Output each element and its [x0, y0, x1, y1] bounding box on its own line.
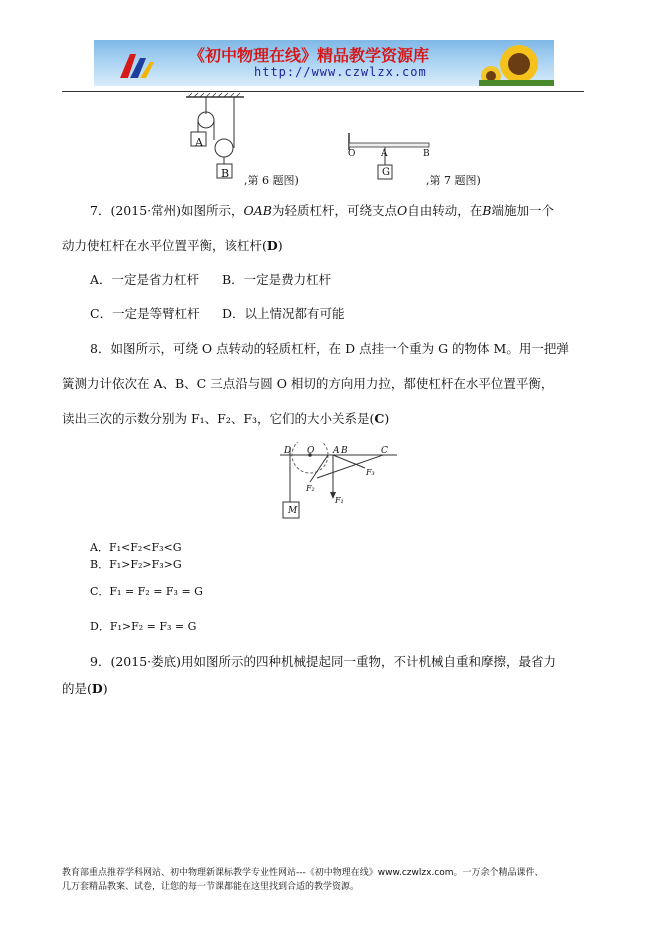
q7-answer: D	[266, 238, 278, 253]
lever7-label-b: B	[423, 149, 430, 159]
lever7-label-g: G	[382, 167, 390, 178]
q9-line1: 9．(2015·娄底)用如图所示的四种机械提起同一重物，不计机械自重和摩擦，最省力	[90, 654, 556, 669]
q9-answer: D	[91, 681, 103, 696]
pulley-label-b: B	[221, 167, 230, 180]
sunflower-icon	[479, 40, 554, 86]
site-logo-icon	[116, 48, 156, 82]
q7-option-a: A．一定是省力杠杆	[90, 272, 200, 287]
fig8-label-a: A	[333, 446, 340, 456]
q7-line2: 动力使杠杆在水平位置平衡，该杠杆(D)	[62, 238, 283, 253]
fig8-label-f2: F₂	[306, 484, 315, 493]
fig8-label-m: M	[288, 506, 298, 516]
q8-option-b: B．F₁>F₂>F₃>G	[90, 558, 182, 571]
header-rule	[62, 91, 584, 92]
lever7-label-o: O	[348, 149, 356, 159]
fig8-label-f1: F₁	[335, 496, 344, 505]
fig8-label-c: C	[381, 446, 388, 456]
q8-option-d: D．F₁>F₂ = F₃ = G	[90, 620, 197, 633]
q7-line1: 7．(2015·常州)如图所示，OAB为轻质杠杆，可绕支点O自由转动，在B端施加一个	[90, 203, 554, 218]
fig6-caption: ,第 6 题图)	[244, 174, 299, 187]
q7-option-c: C．一定是等臂杠杆	[90, 306, 200, 321]
q8-line3: 读出三次的示数分别为 F₁、F₂、F₃，它们的大小关系是(C)	[62, 411, 390, 426]
q8-answer: C	[374, 411, 385, 426]
fig8-label-f3: F₃	[366, 468, 375, 477]
pulley-figure	[180, 92, 250, 184]
q9-line2: 的是(D)	[62, 681, 108, 696]
q7-option-d: D．以上情况都有可能	[222, 306, 345, 321]
lever7-label-a: A	[381, 149, 388, 159]
fig7-caption: ,第 7 题图)	[426, 174, 481, 187]
banner-url[interactable]: http://www.czwlzx.com	[254, 65, 427, 79]
q8-line1: 8．如图所示，可绕 O 点转动的轻质杠杆，在 D 点挂一个重为 G 的物体 M。用一把弹	[90, 341, 569, 356]
pulley-label-a: A	[195, 136, 203, 149]
q8-line2: 簧测力计依次在 A、B、C 三点沿与圆 O 相切的方向用力拉，都使杠杆在水平位置平衡，	[62, 376, 554, 391]
q8-option-c: C．F₁ = F₂ = F₃ = G	[90, 585, 203, 598]
banner-title: 《初中物理在线》精品教学资源库	[189, 46, 430, 65]
fig8-label-d: D	[284, 446, 292, 456]
footer-line-2: 几万套精品教案、试卷，让您的每一节课都能在这里找到合适的教学资源。	[62, 882, 360, 892]
fig8-label-b: B	[341, 446, 348, 456]
fig8-label-o: O	[307, 446, 315, 456]
footer-line-1: 教育部重点推荐学科网站、初中物理新课标教学专业性网站---《初中物理在线》www.czwlzx.com。一万余个精品课件、	[62, 868, 544, 878]
header-banner	[94, 40, 554, 86]
q8-option-a: A．F₁<F₂<F₃<G	[90, 541, 182, 554]
q7-option-b: B．一定是费力杠杆	[222, 272, 332, 287]
